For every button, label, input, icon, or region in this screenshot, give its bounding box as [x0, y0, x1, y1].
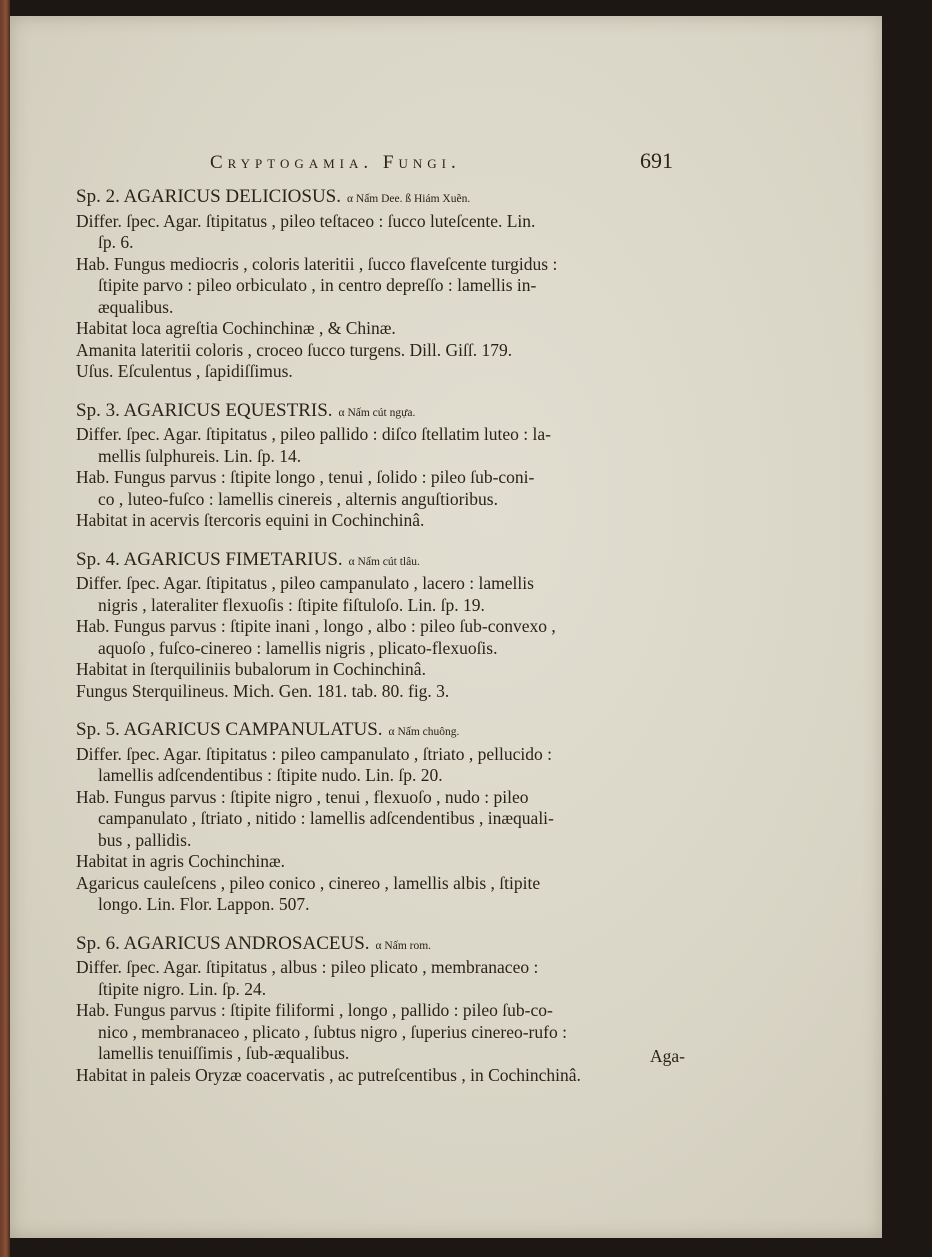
species-title: Sp. 6. AGARICUS ANDROSACEUS.: [76, 932, 370, 954]
entry-line: nigris , lateraliter flexuoſis : ſtipite fiſtuloſo. Lin. ſp. 19.: [98, 594, 485, 615]
entry-line: ſp. 6.: [98, 232, 134, 252]
book-page: [10, 16, 882, 1238]
entry-line: Hab. Fungus parvus : ſtipite filiformi , longo , pallido : pileo ſub-co-: [76, 1000, 553, 1020]
entry-line: ſtipite nigro. Lin. ſp. 24.: [98, 978, 267, 999]
entry-line: lamellis adſcendentibus : ſtipite nudo. Lin. ſp. 20.: [98, 765, 443, 785]
entry-line: mellis ſulphureis. Lin. ſp. 14.: [98, 445, 302, 466]
entry-line: lamellis tenuiſſimis , ſub-æqualibus.: [98, 1043, 350, 1063]
entry-line: Uſus. Eſculentus , ſapidiſſimus.: [76, 361, 293, 381]
page-number: 691: [640, 148, 673, 173]
species-entry: [76, 719, 716, 916]
entry-line: æqualibus.: [98, 296, 174, 317]
entry-line: Differ. ſpec. Agar. ſtipitatus : pileo campanulato , ſtriato , pellucido :: [76, 743, 552, 764]
species-title: Sp. 3. AGARICUS EQUESTRIS.: [76, 399, 333, 421]
entry-line: Differ. ſpec. Agar. ſtipitatus , albus : pileo plicato , membranaceo :: [76, 957, 539, 977]
entry-line: nico , membranaceo , plicato , ſubtus nigro , ſuperius cinereo-rufo :: [98, 1021, 567, 1042]
entry-line: Amanita lateritii coloris , croceo ſucco turgens. Dill. Giſſ. 179.: [76, 339, 513, 360]
entry-line: Habitat in acervis ſtercoris equini in Cochinchinâ.: [76, 510, 425, 530]
species-title: Sp. 2. AGARICUS DELICIOSUS.: [76, 186, 341, 207]
species-entry: [76, 186, 716, 383]
entry-line: Hab. Fungus parvus : ſtipite nigro , tenui , flexuoſo , nudo : pileo: [76, 786, 529, 807]
entry-line: Differ. ſpec. Agar. ſtipitatus , pileo pallido : diſco ſtellatim luteo : la-: [76, 424, 551, 444]
entry-line: Differ. ſpec. Agar. ſtipitatus , pileo teſtaceo : ſucco luteſcente. Lin.: [76, 210, 536, 231]
species-entry: [76, 933, 716, 1087]
entry-line: Hab. Fungus parvus : ſtipite inani , longo , albo : pileo ſub-convexo ,: [76, 616, 556, 636]
entry-line: Habitat loca agreſtia Cochinchinæ , & Chinæ.: [76, 318, 396, 338]
vernacular-name: α Nấm rom.: [375, 939, 432, 952]
species-title: Sp. 5. AGARICUS CAMPANULATUS.: [76, 719, 383, 740]
page-text: [76, 186, 716, 1103]
entry-line: ſtipite parvo : pileo orbiculato , in centro depreſſo : lamellis in-: [98, 275, 537, 295]
entry-line: Agaricus cauleſcens , pileo conico , cinereo , lamellis albis , ſtipite: [76, 872, 541, 893]
entry-line: co , luteo-fuſco : lamellis cinereis , alternis anguſtioribus.: [98, 488, 498, 509]
entry-line: Fungus Sterquilineus. Mich. Gen. 181. tab. 80. fig. 3.: [76, 680, 450, 701]
entry-line: Differ. ſpec. Agar. ſtipitatus , pileo campanulato , lacero : lamellis: [76, 573, 534, 593]
catchword: Aga-: [650, 1046, 685, 1066]
species-title: Sp. 4. AGARICUS FIMETARIUS.: [76, 548, 343, 570]
entry-line: longo. Lin. Flor. Lappon. 507.: [98, 894, 310, 914]
running-head: Cryptogamia. Fungi.: [210, 152, 461, 173]
vernacular-name: α Nấm cút tlâu.: [348, 555, 420, 568]
species-entry: [76, 549, 716, 703]
species-entry: [76, 400, 716, 532]
entry-line: Habitat in ſterquiliniis bubalorum in Cochinchinâ.: [76, 659, 426, 679]
entry-line: Habitat in paleis Oryzæ coacervatis , ac putreſcentibus , in Cochinchinâ.: [76, 1064, 581, 1085]
entry-line: Habitat in agris Cochinchinæ.: [76, 851, 285, 871]
entry-line: campanulato , ſtriato , nitido : lamellis adſcendentibus , inæquali-: [98, 808, 554, 828]
entry-line: Hab. Fungus mediocris , coloris lateritii , ſucco flaveſcente turgidus :: [76, 253, 558, 274]
vernacular-name: α Nấm Dee. ß Hiám Xuẽn.: [346, 193, 471, 205]
entry-line: bus , pallidis.: [98, 829, 192, 850]
book-binding: [0, 0, 10, 1257]
entry-line: Hab. Fungus parvus : ſtipite longo , tenui , ſolido : pileo ſub-coni-: [76, 467, 535, 487]
vernacular-name: α Nấm chuông.: [388, 726, 460, 738]
page-header: [10, 144, 882, 178]
entry-line: aquoſo , fuſco-cinereo : lamellis nigris , plicato-flexuoſis.: [98, 637, 498, 658]
vernacular-name: α Nấm cút ngựa.: [338, 406, 416, 419]
